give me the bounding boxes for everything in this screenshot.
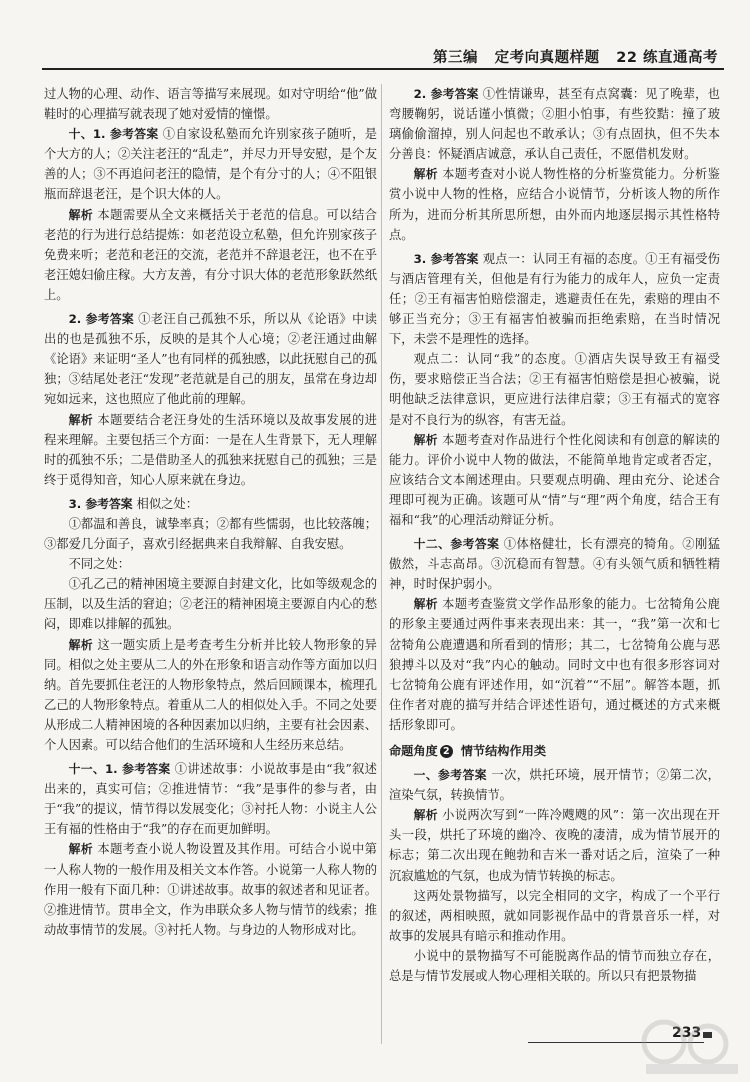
- paragraph: [389, 534, 720, 594]
- running-header: [433, 46, 718, 67]
- paragraph: [389, 249, 720, 349]
- paragraph-text: 相似之处：: [136, 496, 199, 511]
- answer-label: 一、参考答案: [413, 768, 487, 783]
- answer-label: 解析: [68, 412, 94, 427]
- paragraph: [44, 514, 377, 554]
- heading-text: 情节结构作用类: [460, 744, 547, 758]
- paragraph-text: 本题考查对作品进行个性化阅读和有创意的解读的能力。评价小说中人物的做法，不能简单地肯定或者否定，应该结合文本阐述理由。只要观点明确、理由充分、论述合理即可视为正确。该题可从“情”与“理”两个角度，结合王有福和“我”的心理活动辩证分析。: [389, 432, 720, 527]
- answer-label: 解析: [68, 207, 94, 222]
- answer-label: 3. 参考答案: [413, 251, 479, 266]
- paragraph: [44, 494, 377, 514]
- page-number: 233: [672, 1025, 702, 1041]
- answer-label: 解析: [413, 597, 438, 612]
- answer-label: 2. 参考答案: [413, 87, 479, 101]
- right-column: [389, 84, 720, 1044]
- paragraph: [44, 84, 377, 124]
- heading-prefix: 命题角度: [389, 744, 438, 758]
- paragraph-text: ①性情谦卑，甚至有点窝囊：见了晚辈，也弯腰鞠躬，说话谨小慎微；②胆小怕事，有些狡黠：撞了玻璃偷偷溜掉，别人问起也不敢承认；③有点固执，但不失本分善良：怀疑酒店诚意，承认自己责任，不愿借机发财。: [389, 87, 720, 162]
- paragraph-text: 本题考查鉴赏文学作品形象的能力。七岔犄角公鹿的形象主要通过两件事来表现出来：其一，“我”第一次和七岔犄角公鹿遭遇和所看到的情形；其二，七岔犄角公鹿与恶狼搏斗以及对“我”内心的触动。同时文中也有很多形容词对七岔犄角公鹿有评述作用，如“沉着”“不屈”。解答本题，抓住作者对鹿的描写并结合评述性语句，通过概述的方式来概括形象即可。: [389, 597, 720, 732]
- page-header: [0, 0, 750, 76]
- paragraph: [44, 205, 377, 305]
- paragraph: [44, 839, 377, 939]
- paragraph: [44, 635, 377, 756]
- header-rule: [42, 68, 724, 70]
- paragraph: [389, 946, 720, 986]
- paragraph-text: 这两处景物描写，以完全相同的文字，构成了一个平行的叙述，两相映照，就如同影视作品中的背景音乐一样，对故事的发展具有暗示和推动作用。: [389, 888, 720, 943]
- answer-label: 解析: [413, 167, 438, 182]
- paragraph: [389, 349, 720, 429]
- paragraph: [389, 805, 720, 885]
- answer-label: 3. 参考答案: [68, 496, 133, 511]
- paragraph-text: 本题考查对小说人物性格的分析鉴赏能力。分析鉴赏小说中人物的性格，应结合小说情节，分析该人物的所作所为，进而分析其所思所想，由外而内地逐层揭示其性格特点。: [389, 167, 720, 242]
- paragraph: [44, 124, 377, 204]
- paragraph: [44, 410, 377, 490]
- paragraph: [389, 594, 720, 735]
- paragraph: [389, 886, 720, 946]
- paragraph: [389, 765, 720, 805]
- answer-label: 十、1. 参考答案: [68, 127, 159, 142]
- answer-label: 解析: [68, 842, 94, 857]
- paragraph-text: 小说中的景物描写不可能脱离作品的情节而独立存在，总是与情节发展或人物心理相关联的。所以只有把景物描: [389, 948, 720, 984]
- paragraph-text: 一次，烘托环境，展开情节；②第二次，渲染气氛，转换情节。: [389, 768, 720, 803]
- column-divider: [381, 84, 382, 1044]
- section-heading: [389, 741, 720, 761]
- header-section: 第三编: [432, 50, 478, 66]
- paragraph: [44, 309, 377, 409]
- paragraph-text: 本题要结合老汪身处的生活环境以及故事发展的进程来理解。主要包括三个方面：一是在人生背景下，无人理解时的孤独不乐；二是借助圣人的孤独来抚慰自己的孤独；三是终于觅得知音，知心人原来就在身边。: [44, 412, 377, 487]
- watermark-logo: [636, 1014, 748, 1080]
- paragraph-text: 小说两次写到“一阵冷飕飕的风”：第一次出现在开头一段，烘托了环境的幽冷、夜晚的凄清，成为情节展开的标志；第二次出现在鲍勃和吉米一番对话之后，渲染了一种沉寂尴尬的气氛，也成为情节转换的标志。: [389, 808, 720, 883]
- answer-label: 十二、参考答案: [413, 537, 500, 552]
- paragraph: [44, 574, 377, 634]
- paragraph-text: ①自家设私塾而允许别家孩子随听，是个大方的人；②关注老汪的“乱走”，并尽力开导安慰，是个友善的人；③不再追问老汪的隐情，是个有分寸的人；④不阻银瓶而辞退老汪，是个识大体的人。: [44, 127, 377, 202]
- left-column: [44, 84, 377, 1044]
- paragraph-text: 这一题实质上是考查考生分析并比较人物形象的异同。相似之处主要从二人的外在形象和语言动作等方面加以归纳。首先要抓住老汪的人物形象特点，然后回顾课本，梳理孔乙己的人物形象特点。着重从二人的相似处入手。不同之处要从形成二人精神困境的各种因素加以归纳，主要有社会因素、个人因素。可以结合他们的生活环境和人生经历来总结。: [44, 637, 377, 752]
- answer-label: 十一、1. 参考答案: [68, 762, 171, 777]
- paragraph: [44, 759, 377, 839]
- paragraph-text: ①孔乙己的精神困境主要源自封建文化，比如等级观念的压制，以及生活的窘迫；②老汪的精神困境主要源自内心的愁闷，即难以排解的孤独。: [44, 577, 377, 632]
- answer-label: 解析: [413, 808, 438, 823]
- paragraph-text: ①体格健壮，长有漂亮的犄角。②刚猛傲然，斗志高昂。③沉稳而有智慧。④有头领气质和牺牲精神，时时保护弱小。: [389, 537, 720, 592]
- header-series: 22 练直通高考: [616, 50, 718, 66]
- paragraph-text: 观点二：认同“我”的态度。①酒店失误导致王有福受伤，要求赔偿正当合法；②王有福害怕赔偿是担心被骗，说明他缺乏法律意识，更应进行法律启蒙；③王有福式的宽容是对不良行为的纵容，有害无益。: [389, 352, 720, 427]
- paragraph-text: ①讲述故事：小说故事是由“我”叙述出来的，真实可信；②推进情节：“我”是事件的参与者，由于“我”的提议，情节得以发展变化；③衬托人物：小说主人公王有福的性格由于“我”的存在而更加鲜明。: [44, 762, 377, 837]
- paragraph: [44, 554, 377, 574]
- paragraph: [389, 430, 720, 530]
- paragraph: [389, 164, 720, 244]
- paragraph-text: 不同之处：: [68, 557, 131, 572]
- paragraph-text: ①老汪自己孤独不乐，所以从《论语》中读出的也是孤独不乐，反映的是其个人心境；②老汪通过曲解《论语》来证明“圣人”也有同样的孤独感，以此抚慰自己的孤独；③结尾处老汪“发现”老范就是自己的朋友，虽常在身边却宛如远来，这也照应了他此前的理解。: [44, 312, 377, 407]
- paragraph-text: 过人物的心理、动作、语言等描写来展现。如对守明给“他”做鞋时的心理描写就表现了她对爱情的憧憬。: [44, 87, 377, 122]
- header-title: 定考向真题样题: [494, 50, 600, 66]
- heading-number-badge: 2: [440, 745, 453, 758]
- paragraph-text: 本题考查小说人物设置及其作用。可结合小说中第一人称人物的一般作用及相关文本作答。小说第一人称人物的作用一般有下面几种：①讲述故事。故事的叙述者和见证者。②推进情节。贯串全文，作为串联众多人物与情节的线索；推动故事情节的发展。③衬托人物。与身边的人物形成对比。: [44, 842, 377, 937]
- answer-label: 解析: [68, 637, 94, 652]
- paragraph: [389, 84, 720, 164]
- paragraph-text: ①都温和善良，诚挚率真；②都有些懦弱，也比较落魄；③都爱几分面子，喜欢引经据典来自我辩解、自我安慰。: [44, 516, 377, 552]
- paragraph-text: 观点一：认同王有福的态度。①王有福受伤与酒店管理有关，但他是有行为能力的成年人，应负一定责任；②王有福害怕赔偿溜走，逃避责任在先，索赔的理由不够正当充分；③王有福害怕被骗而拒绝索赔，在当时情况下，未尝不是理性的选择。: [389, 251, 720, 347]
- answer-label: 2. 参考答案: [68, 312, 135, 327]
- answer-label: 解析: [413, 432, 438, 447]
- paragraph-text: 本题需要从全文来概括关于老范的信息。可以结合老范的行为进行总结提炼：如老范设立私塾，但允许别家孩子免费来听；老范和老汪的交流，老范并不辞退老汪，也不在乎老汪媳妇偷庄稼。大方友善，有分寸识大体的老范形象跃然纸上。: [44, 207, 377, 302]
